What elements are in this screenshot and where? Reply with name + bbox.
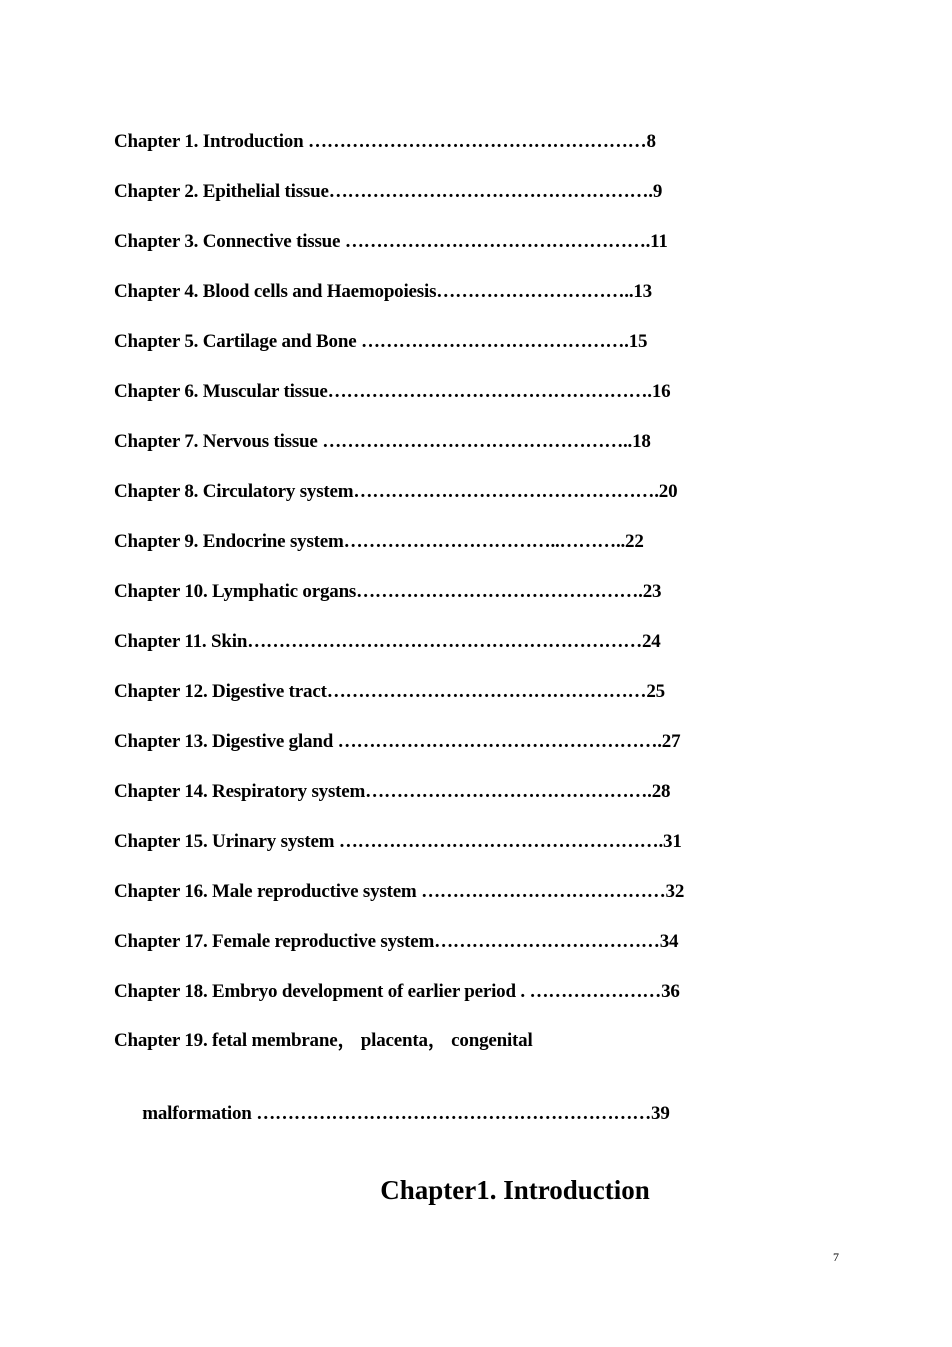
toc-entry-title: Chapter 9. Endocrine system bbox=[114, 531, 344, 552]
toc-entry bbox=[114, 330, 647, 354]
toc-dot-leader: ……………………………………………………… bbox=[256, 1103, 652, 1124]
toc-entry-19-line-1: Chapter 19. fetal membrane， placenta， congenital bbox=[114, 1030, 533, 1051]
page-number: 7 bbox=[833, 1250, 839, 1264]
toc-page-number: 36 bbox=[661, 981, 680, 1002]
toc-page-number: 34 bbox=[659, 931, 679, 952]
toc-entry bbox=[114, 530, 644, 554]
toc-entry bbox=[114, 430, 651, 454]
toc-page-number: 28 bbox=[651, 781, 671, 802]
toc-page-number: 32 bbox=[665, 881, 685, 902]
toc-entry bbox=[114, 680, 665, 704]
toc-dot-leader: ………………………………………. bbox=[365, 781, 652, 802]
toc-entry bbox=[114, 930, 678, 954]
toc-entry-title: Chapter 13. Digestive gland bbox=[114, 731, 338, 752]
toc-dot-leader: ……………………………………………. bbox=[337, 731, 662, 752]
section-heading: Chapter1. Introduction bbox=[380, 1175, 650, 1205]
toc-dot-leader: …………………………………………. bbox=[344, 231, 651, 252]
toc-page-number: 11 bbox=[650, 231, 668, 252]
toc-entry bbox=[114, 980, 680, 1004]
toc-dot-leader: ………………… bbox=[529, 981, 662, 1002]
toc-entry-19-line-2 bbox=[124, 1078, 670, 1150]
toc-entry-title: Chapter 2. Epithelial tissue bbox=[114, 181, 329, 202]
toc-page-number: 24 bbox=[642, 631, 661, 652]
toc-page-number: 22 bbox=[625, 531, 644, 552]
toc-page-number: 31 bbox=[663, 831, 682, 852]
toc-entry bbox=[114, 580, 661, 604]
toc-dot-leader: ……………………………… bbox=[434, 931, 660, 952]
toc-entry-title: Chapter 12. Digestive tract bbox=[114, 681, 327, 702]
toc-entry bbox=[114, 180, 662, 204]
toc-dot-leader: ……………………………………………. bbox=[327, 381, 652, 402]
toc-dot-leader: ………………………………… bbox=[421, 881, 666, 902]
toc-entry bbox=[114, 830, 682, 854]
toc-entry bbox=[114, 780, 670, 804]
toc-entry-title: Chapter 5. Cartilage and Bone bbox=[114, 331, 361, 352]
toc-entry-title: malformation bbox=[142, 1103, 257, 1124]
toc-dot-leader: ………………………………………. bbox=[356, 581, 643, 602]
toc-page-number: 15 bbox=[628, 331, 648, 352]
toc-dot-leader: …………………………………………… bbox=[326, 681, 647, 702]
toc-entry-title: Chapter 6. Muscular tissue bbox=[114, 381, 328, 402]
toc-dot-leader: ………………………….. bbox=[436, 281, 634, 302]
toc-entry bbox=[114, 280, 652, 304]
toc-dot-leader: ……………………………………. bbox=[360, 331, 629, 352]
toc-entry-title: Chapter 16. Male reproductive system bbox=[114, 881, 422, 902]
toc-page-number: 20 bbox=[658, 481, 678, 502]
toc-entry-title: Chapter 10. Lymphatic organs bbox=[114, 581, 357, 602]
toc-dot-leader: ……………………………………………… bbox=[308, 131, 647, 152]
toc-entry-title: Chapter 7. Nervous tissue bbox=[114, 431, 323, 452]
toc-entry-title: Chapter 4. Blood cells and Haemopoiesis bbox=[114, 281, 437, 302]
toc-page-number: 9 bbox=[652, 181, 663, 202]
toc-entry-title: Chapter 3. Connective tissue bbox=[114, 231, 345, 252]
toc-page-number: 39 bbox=[651, 1103, 670, 1124]
toc-page-number: 27 bbox=[661, 731, 681, 752]
toc-dot-leader: ……………………………………………………… bbox=[247, 631, 642, 652]
toc-entry bbox=[114, 130, 656, 154]
toc-page-number: 25 bbox=[646, 681, 665, 702]
toc-page-number: 13 bbox=[633, 281, 652, 302]
toc-entry bbox=[114, 230, 668, 254]
toc-dot-leader: ……………………………………………. bbox=[328, 181, 653, 202]
toc-entry-title: Chapter 15. Urinary system bbox=[114, 831, 339, 852]
toc-page-number: 8 bbox=[646, 131, 656, 152]
toc-entry-title: Chapter 18. Embryo development of earlier period . bbox=[114, 981, 530, 1002]
toc-entry-title: Chapter 11. Skin bbox=[114, 631, 248, 652]
toc-entry bbox=[114, 480, 677, 504]
toc-dot-leader: ………………………………………….. bbox=[322, 431, 633, 452]
toc-entry bbox=[114, 880, 684, 904]
toc-entry-title: Chapter 17. Female reproductive system bbox=[114, 931, 435, 952]
toc-entry-title: Chapter 8. Circulatory system bbox=[114, 481, 354, 502]
toc-entry bbox=[114, 380, 670, 404]
toc-entry-title: Chapter 14. Respiratory system bbox=[114, 781, 366, 802]
toc-page-number: 23 bbox=[642, 581, 662, 602]
toc-entry bbox=[114, 730, 680, 754]
toc-dot-leader: ……………………………..……….. bbox=[343, 531, 626, 552]
toc-entry bbox=[114, 630, 661, 654]
toc-page-number: 16 bbox=[651, 381, 671, 402]
toc-page-number: 18 bbox=[632, 431, 651, 452]
toc-dot-leader: …………………………………………. bbox=[353, 481, 659, 502]
toc-dot-leader: ……………………………………………. bbox=[338, 831, 664, 852]
toc-entry-title: Chapter 1. Introduction bbox=[114, 131, 309, 152]
